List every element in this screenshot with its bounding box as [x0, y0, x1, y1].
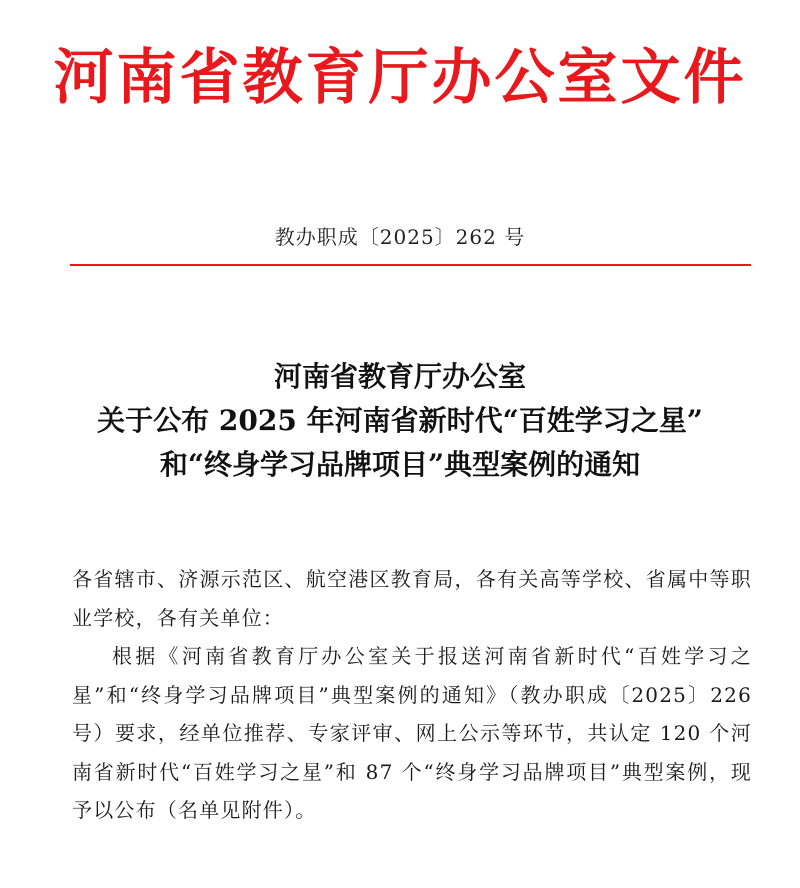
notice-title	[0, 355, 800, 487]
notice-title-line-1: 河南省教育厅办公室	[273, 360, 526, 393]
salutation: 各省辖市、济源示范区、航空港区教育局，各有关高等学校、省属中等职业学校，各有关单位：	[72, 567, 752, 630]
document-number: 教办职成〔2025〕262 号	[274, 225, 526, 249]
notice-title-line-3: 和“终身学习品牌项目”典型案例的通知	[159, 448, 641, 481]
document-header-title: 河南省教育厅办公室文件	[53, 43, 747, 113]
notice-title-line-2: 关于公布 2025 年河南省新时代“百姓学习之星”	[97, 404, 703, 437]
notice-body	[72, 560, 752, 830]
body-paragraph-1: 根据《河南省教育厅办公室关于报送河南省新时代“百姓学习之星”和“终身学习品牌项目”典型案例的通知》（教办职成〔2025〕226 号）要求，经单位推荐、专家评审、网上公示等环节，共认定 120 个河南省新时代“百姓学习之星”和 87 个“终身学习品牌项目”典型案例，现予以公布（名单见附件）。	[72, 644, 752, 822]
header-red-rule	[70, 264, 751, 266]
